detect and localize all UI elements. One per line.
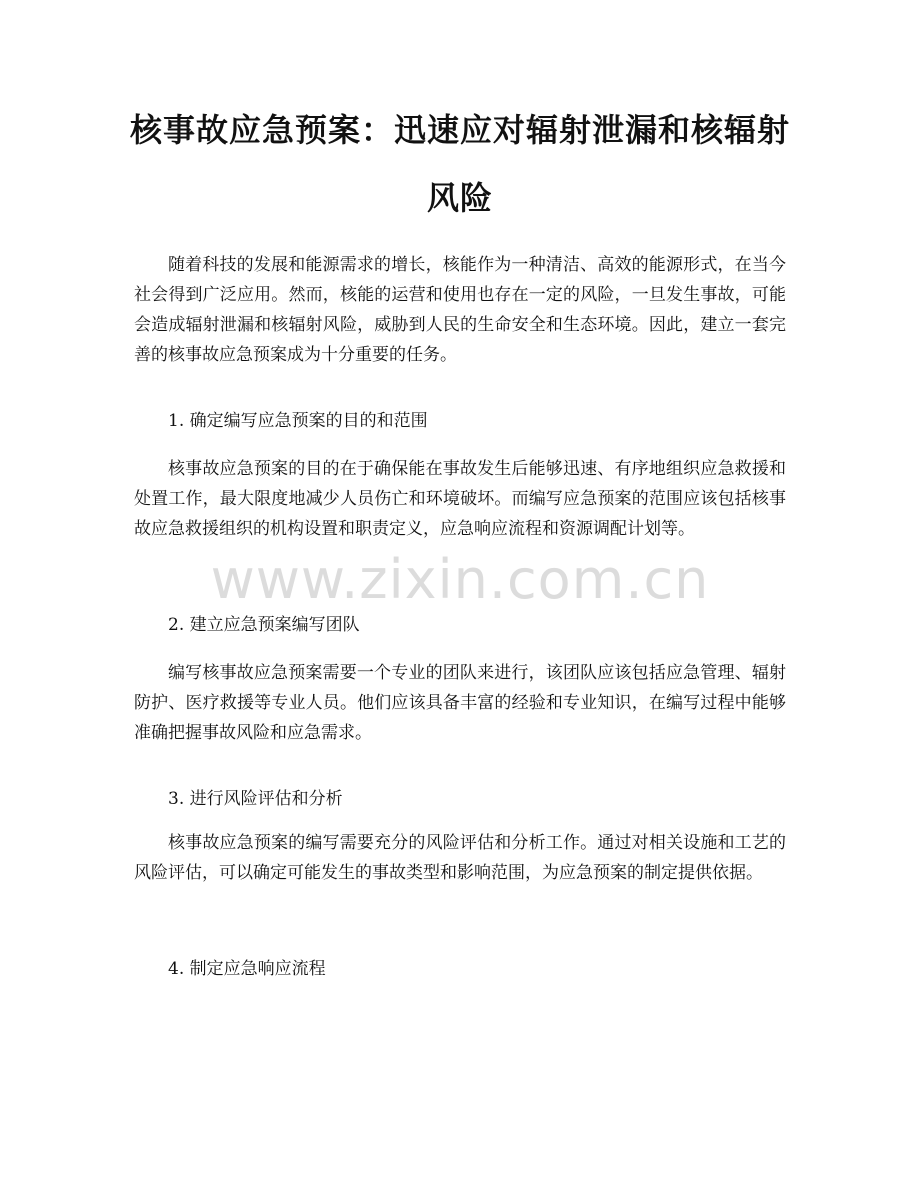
watermark-text: www.zixin.com.cn bbox=[210, 548, 710, 611]
section-4-heading: 4. 制定应急响应流程 bbox=[168, 959, 326, 979]
section-3-heading: 3. 进行风险评估和分析 bbox=[168, 789, 343, 809]
intro-paragraph: 随着科技的发展和能源需求的增长，核能作为一种清洁、高效的能源形式，在当今社会得到广泛应用。然而，核能的运营和使用也存在一定的风险，一旦发生事故，可能会造成辐射泄漏和核辐射风险，威胁到人民的生命安全和生态环境。因此，建立一套完善的核事故应急预案成为十分重要的任务。 bbox=[134, 255, 786, 365]
document-title: 核事故应急预案：迅速应对辐射泄漏和核辐射风险 bbox=[129, 111, 790, 217]
section-1-heading: 1. 确定编写应急预案的目的和范围 bbox=[168, 411, 428, 431]
section-1-body: 核事故应急预案的目的在于确保能在事故发生后能够迅速、有序地组织应急救援和处置工作，最大限度地减少人员伤亡和环境破坏。而编写应急预案的范围应该包括核事故应急救援组织的机构设置和职责定义，应急响应流程和资源调配计划等。 bbox=[134, 459, 786, 539]
section-2-body: 编写核事故应急预案需要一个专业的团队来进行，该团队应该包括应急管理、辐射防护、医疗救援等专业人员。他们应该具备丰富的经验和专业知识，在编写过程中能够准确把握事故风险和应急需求。 bbox=[134, 663, 786, 743]
section-2-heading: 2. 建立应急预案编写团队 bbox=[168, 615, 360, 635]
section-3-body: 核事故应急预案的编写需要充分的风险评估和分析工作。通过对相关设施和工艺的风险评估，可以确定可能发生的事故类型和影响范围，为应急预案的制定提供依据。 bbox=[134, 833, 786, 883]
